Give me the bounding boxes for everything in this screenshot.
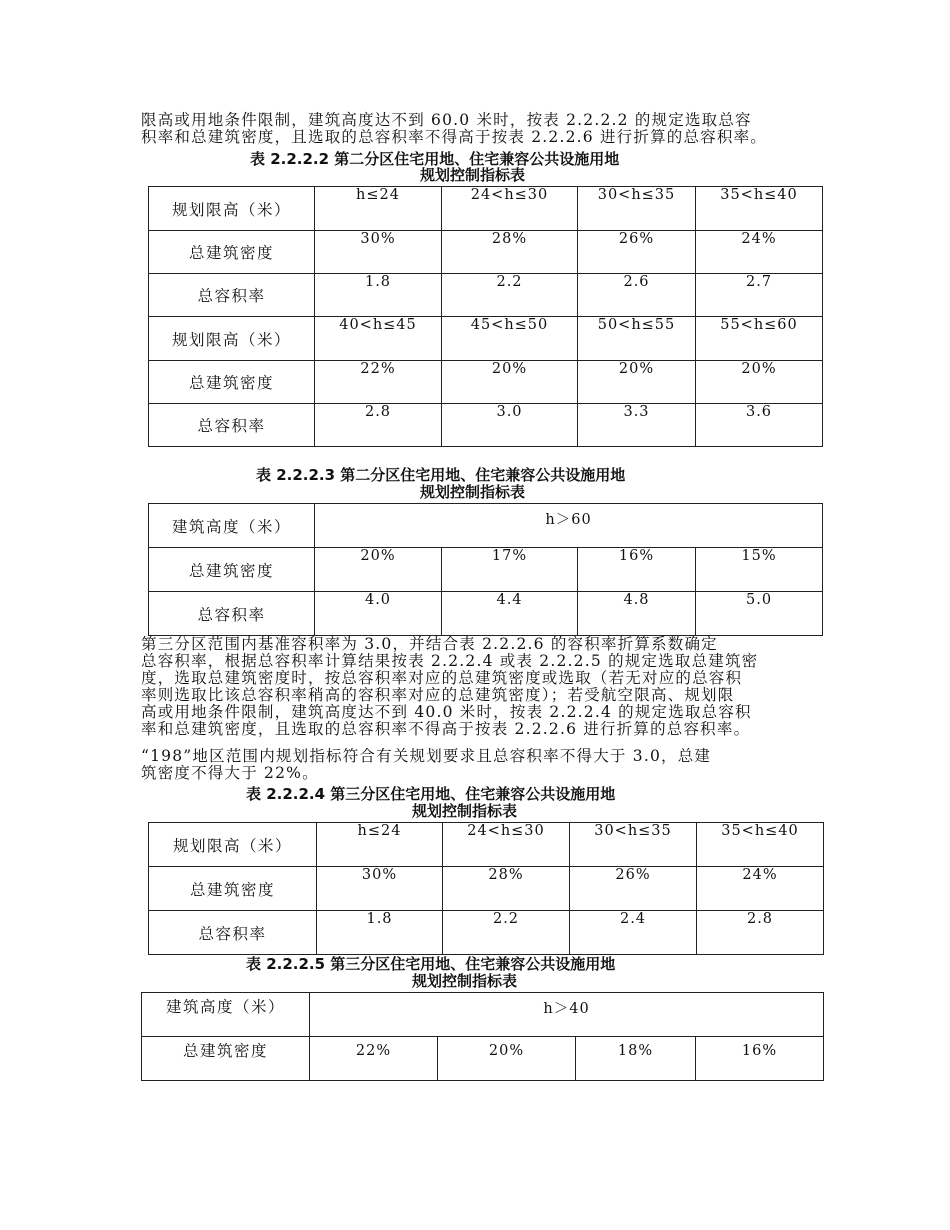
- paragraph-line: 率则选取比该总容积率稍高的容积率对应的总建筑密度）；若受航空限高、规划限: [141, 686, 735, 704]
- cell: 3.0: [442, 404, 578, 447]
- cell: 24<h≤30: [443, 823, 570, 867]
- cell: 35<h≤40: [697, 823, 824, 867]
- paragraph-line: 筑密度不得大于 22%。: [141, 764, 319, 782]
- cell: 20%: [315, 548, 442, 592]
- row-label: 总建筑密度: [149, 231, 315, 274]
- paragraph-line: 总容积率，根据总容积率计算结果按表 2.2.2.4 或表 2.2.2.5 的规定选取总建筑密: [141, 652, 759, 670]
- row-label: 建筑高度（米）: [142, 993, 310, 1037]
- table-row: [149, 823, 824, 867]
- table-subcaption: 规划控制指标表: [420, 166, 526, 184]
- cell: 24<h≤30: [442, 187, 578, 231]
- table-subcaption: 规划控制指标表: [412, 972, 518, 990]
- cell: h≤24: [317, 823, 443, 867]
- cell: 26%: [578, 231, 696, 274]
- cell: 20%: [578, 361, 696, 404]
- cell: h≤24: [315, 187, 442, 231]
- paragraph-line: 高或用地条件限制，建筑高度达不到 40.0 米时，按表 2.2.2.4 的规定选取总容积: [141, 703, 752, 721]
- table-caption: 表 2.2.2.4 第三分区住宅用地、住宅兼容公共设施用地: [246, 785, 616, 803]
- cell: 22%: [315, 361, 442, 404]
- cell: 2.4: [570, 911, 697, 955]
- cell: 30<h≤35: [578, 187, 696, 231]
- paragraph-line: 率和总建筑密度，且选取的总容积率不得高于按表 2.2.2.6 进行折算的总容积率。: [141, 720, 751, 738]
- row-label: 总建筑密度: [149, 361, 315, 404]
- cell: 24%: [696, 231, 823, 274]
- cell: 2.8: [315, 404, 442, 447]
- table-row: [149, 911, 824, 955]
- cell: 30%: [317, 867, 443, 911]
- cell: 4.8: [578, 592, 696, 636]
- header-value: h＞40: [310, 993, 824, 1037]
- cell: 15%: [696, 548, 823, 592]
- cell: 50<h≤55: [578, 317, 696, 361]
- table-row: [149, 592, 823, 636]
- row-label: 总建筑密度: [149, 548, 315, 592]
- cell: 26%: [570, 867, 697, 911]
- row-label: 总容积率: [149, 592, 315, 636]
- cell: 20%: [696, 361, 823, 404]
- cell: 5.0: [696, 592, 823, 636]
- table-row: [142, 1037, 824, 1081]
- table-2-2-2-2: [148, 186, 823, 447]
- table-row: [149, 548, 823, 592]
- table-subcaption: 规划控制指标表: [412, 802, 518, 820]
- cell: 20%: [442, 361, 578, 404]
- cell: 24%: [697, 867, 824, 911]
- header-value: h＞60: [315, 504, 823, 548]
- cell: 3.3: [578, 404, 696, 447]
- row-label: 规划限高（米）: [149, 187, 315, 231]
- table-row: [149, 504, 823, 548]
- table-2-2-2-4: [148, 822, 824, 955]
- table-row: [149, 187, 823, 231]
- table-row: [149, 317, 823, 361]
- paragraph-line: 限高或用地条件限制，建筑高度达不到 60.0 米时，按表 2.2.2.2 的规定选取总容: [141, 111, 752, 129]
- table-caption: 表 2.2.2.5 第三分区住宅用地、住宅兼容公共设施用地: [246, 955, 616, 973]
- table-caption: 表 2.2.2.3 第二分区住宅用地、住宅兼容公共设施用地: [256, 466, 626, 484]
- paragraph-line: 度，选取总建筑密度时，按总容积率对应的总建筑密度或选取（若无对应的总容积: [141, 669, 743, 687]
- cell: 30<h≤35: [570, 823, 697, 867]
- cell: 3.6: [696, 404, 823, 447]
- row-label: 总容积率: [149, 911, 317, 955]
- cell: 4.0: [315, 592, 442, 636]
- cell: 16%: [578, 548, 696, 592]
- table-2-2-2-5: [141, 992, 824, 1081]
- cell: 45<h≤50: [442, 317, 578, 361]
- row-label: 总建筑密度: [142, 1037, 310, 1081]
- row-label: 建筑高度（米）: [149, 504, 315, 548]
- cell: 35<h≤40: [696, 187, 823, 231]
- row-label: 规划限高（米）: [149, 317, 315, 361]
- cell: 2.8: [697, 911, 824, 955]
- cell: 18%: [576, 1037, 696, 1081]
- cell: 55<h≤60: [696, 317, 823, 361]
- table-row: [149, 274, 823, 317]
- cell: 1.8: [317, 911, 443, 955]
- row-label: 规划限高（米）: [149, 823, 317, 867]
- table-row: [149, 361, 823, 404]
- cell: 2.2: [442, 274, 578, 317]
- table-row: [149, 404, 823, 447]
- cell: 2.7: [696, 274, 823, 317]
- table-subcaption: 规划控制指标表: [420, 483, 526, 501]
- cell: 2.2: [443, 911, 570, 955]
- cell: 40<h≤45: [315, 317, 442, 361]
- row-label: 总建筑密度: [149, 867, 317, 911]
- table-2-2-2-3: [148, 503, 823, 636]
- cell: 4.4: [442, 592, 578, 636]
- table-row: [149, 231, 823, 274]
- cell: 30%: [315, 231, 442, 274]
- cell: 2.6: [578, 274, 696, 317]
- row-label: 总容积率: [149, 274, 315, 317]
- cell: 22%: [310, 1037, 438, 1081]
- table-row: [149, 867, 824, 911]
- paragraph-line: 第三分区范围内基准容积率为 3.0，并结合表 2.2.2.6 的容积率折算系数确定: [141, 635, 718, 653]
- cell: 28%: [443, 867, 570, 911]
- row-label: 总容积率: [149, 404, 315, 447]
- table-row: [142, 993, 824, 1037]
- table-caption: 表 2.2.2.2 第二分区住宅用地、住宅兼容公共设施用地: [250, 150, 620, 168]
- cell: 17%: [442, 548, 578, 592]
- cell: 20%: [438, 1037, 576, 1081]
- paragraph-line: 积率和总建筑密度，且选取的总容积率不得高于按表 2.2.2.6 进行折算的总容积率。: [141, 128, 767, 146]
- cell: 16%: [696, 1037, 824, 1081]
- cell: 1.8: [315, 274, 442, 317]
- cell: 28%: [442, 231, 578, 274]
- paragraph-line: “198”地区范围内规划指标符合有关规划要求且总容积率不得大于 3.0，总建: [141, 747, 712, 765]
